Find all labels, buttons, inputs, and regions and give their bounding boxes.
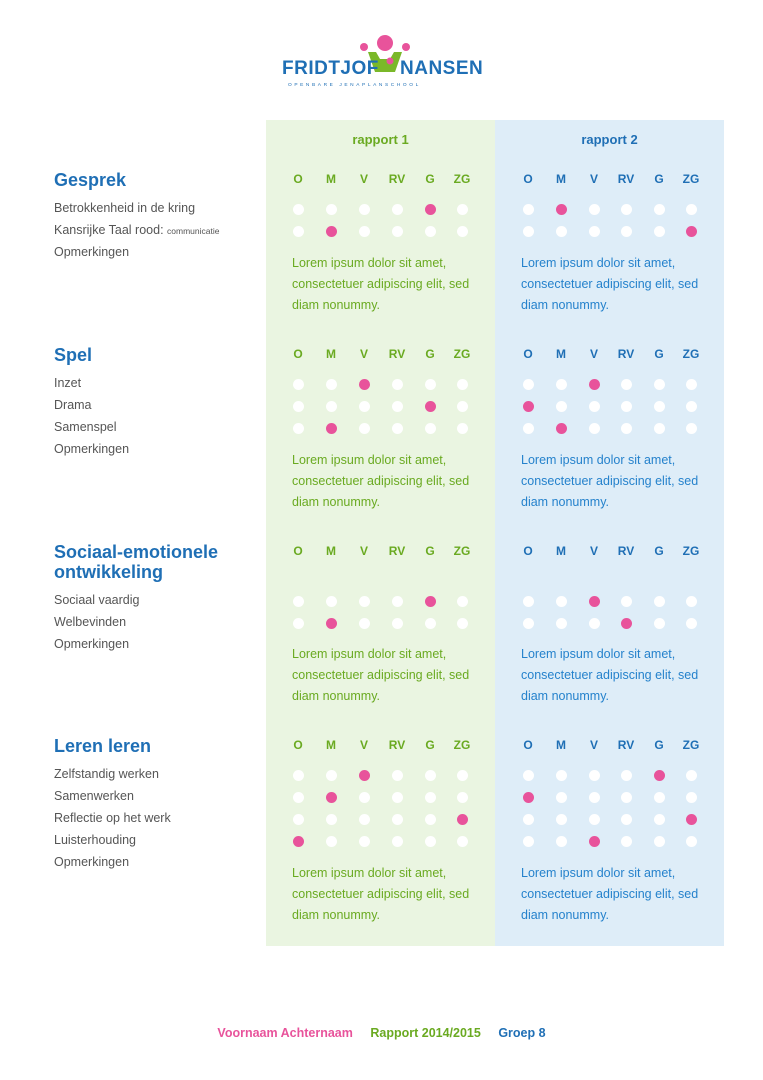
scale-label: G	[654, 544, 664, 558]
item-label-text: Zelfstandig werken	[54, 767, 159, 781]
item-label	[54, 767, 159, 781]
rating-dot	[392, 792, 403, 803]
rating-dot	[621, 401, 632, 412]
rating-dot	[686, 770, 697, 781]
rating-dot	[326, 770, 337, 781]
scale-label: M	[556, 738, 566, 752]
item-label	[54, 376, 81, 390]
rating-dot	[457, 770, 468, 781]
rating-dot	[457, 792, 468, 803]
scale-label: V	[359, 738, 368, 752]
rating-dot	[556, 596, 567, 607]
rating-dot	[556, 618, 567, 629]
rating-dot	[556, 836, 567, 847]
rating-dot-selected	[556, 423, 567, 434]
rating-dot	[523, 423, 534, 434]
rating-dot-selected	[425, 401, 436, 412]
rating-dot	[686, 792, 697, 803]
rating-dot	[293, 379, 304, 390]
item-label-text: Kansrijke Taal rood:	[54, 223, 164, 237]
remarks-label: Opmerkingen	[54, 637, 130, 651]
scale-label: G	[654, 738, 664, 752]
rating-dot	[621, 204, 632, 215]
rating-dot	[359, 226, 370, 237]
item-label	[54, 420, 117, 434]
rating-dot	[589, 423, 600, 434]
rating-dot	[326, 379, 337, 390]
scale-label: ZG	[453, 738, 471, 752]
rating-dot	[457, 618, 468, 629]
rating-dot	[621, 836, 632, 847]
rating-dot	[392, 379, 403, 390]
scale-label: ZG	[453, 544, 471, 558]
rating-dot	[589, 618, 600, 629]
rating-dot	[425, 814, 436, 825]
rating-dot	[654, 423, 665, 434]
rating-dot	[523, 226, 534, 237]
rating-dot-selected	[425, 204, 436, 215]
item-label-text: Luisterhouding	[54, 833, 137, 847]
rating-dot-selected	[326, 423, 337, 434]
scale-label: M	[326, 347, 336, 361]
remark-text-rapport-1: Lorem ipsum dolor sit amet, consectetuer adipiscing elit, sed diam nonummy.	[292, 453, 470, 509]
scale-label: M	[326, 172, 336, 186]
scale-label: V	[359, 347, 368, 361]
rating-dot	[425, 226, 436, 237]
scale-label: O	[523, 172, 533, 186]
rating-dot	[326, 836, 337, 847]
rating-dot	[686, 618, 697, 629]
rating-dot	[523, 770, 534, 781]
rating-dot	[556, 770, 567, 781]
rating-dot	[686, 204, 697, 215]
remarks-label: Opmerkingen	[54, 245, 130, 259]
rating-dot	[686, 423, 697, 434]
footer-report-year: Rapport 2014/2015	[370, 1026, 481, 1040]
rating-dot-selected	[686, 814, 697, 825]
school-logo	[280, 32, 484, 90]
scale-label: RV	[388, 172, 406, 186]
rating-dot	[589, 204, 600, 215]
item-label-text: Samenwerken	[54, 789, 134, 803]
rating-dot	[457, 226, 468, 237]
rating-dot	[654, 204, 665, 215]
rating-dot	[293, 792, 304, 803]
rating-dot	[654, 814, 665, 825]
scale-label: O	[293, 738, 303, 752]
scale-label: V	[359, 172, 368, 186]
scale-label: V	[589, 544, 598, 558]
rating-dot	[293, 226, 304, 237]
rating-dot	[457, 423, 468, 434]
scale-label: V	[589, 347, 598, 361]
rating-dot-selected	[621, 618, 632, 629]
rating-dot	[425, 770, 436, 781]
rating-dot	[621, 423, 632, 434]
scale-label: G	[654, 172, 664, 186]
rating-dot	[523, 596, 534, 607]
rating-dot	[326, 814, 337, 825]
item-label-text: Betrokkenheid in de kring	[54, 201, 196, 215]
rating-dot	[425, 792, 436, 803]
page-footer	[0, 1026, 763, 1040]
rating-dot	[556, 792, 567, 803]
scale-label: O	[523, 738, 533, 752]
remarks-label: Opmerkingen	[54, 442, 130, 456]
rating-dot	[326, 204, 337, 215]
item-label-text: Reflectie op het werk	[54, 811, 171, 825]
rating-dot	[621, 226, 632, 237]
scale-label: O	[293, 544, 303, 558]
rating-dot	[654, 379, 665, 390]
rating-dot	[392, 596, 403, 607]
rating-dot	[392, 814, 403, 825]
scale-label: G	[425, 544, 435, 558]
section-title: Sociaal-emotionele ontwikkeling	[54, 542, 219, 582]
rating-dot	[589, 226, 600, 237]
remark-text-rapport-2: Lorem ipsum dolor sit amet, consectetuer adipiscing elit, sed diam nonummy.	[521, 647, 699, 703]
rating-dot	[556, 379, 567, 390]
rating-dot	[654, 401, 665, 412]
rating-dot	[359, 423, 370, 434]
scale-label: ZG	[682, 347, 700, 361]
scale-label: O	[293, 172, 303, 186]
scale-label: G	[654, 347, 664, 361]
rating-dot	[425, 423, 436, 434]
rating-dot	[359, 596, 370, 607]
rating-dot	[392, 423, 403, 434]
footer-group: Groep 8	[498, 1026, 546, 1040]
rating-dot-selected	[589, 379, 600, 390]
scale-label: ZG	[682, 738, 700, 752]
rating-dot-selected	[589, 836, 600, 847]
scale-label: ZG	[453, 347, 471, 361]
rating-dot	[359, 618, 370, 629]
rating-dot	[293, 618, 304, 629]
remarks-label: Opmerkingen	[54, 855, 130, 869]
rating-dot	[654, 836, 665, 847]
rating-dot-selected	[556, 204, 567, 215]
scale-label: O	[293, 347, 303, 361]
remark-text-rapport-1: Lorem ipsum dolor sit amet, consectetuer adipiscing elit, sed diam nonummy.	[292, 256, 470, 312]
rating-dot	[425, 836, 436, 847]
rating-dot	[359, 204, 370, 215]
rating-dot	[621, 814, 632, 825]
rating-dot	[359, 814, 370, 825]
rating-dot	[556, 401, 567, 412]
rating-dot	[392, 618, 403, 629]
rating-dot	[589, 792, 600, 803]
logo-text-left: FRIDTJOF	[282, 58, 379, 79]
rating-dot	[359, 836, 370, 847]
rating-dot	[293, 814, 304, 825]
scale-label: ZG	[682, 172, 700, 186]
remark-text-rapport-2: Lorem ipsum dolor sit amet, consectetuer adipiscing elit, sed diam nonummy.	[521, 256, 699, 312]
item-label	[54, 223, 219, 237]
footer-student-name: Voornaam Achternaam	[217, 1026, 353, 1040]
rating-dot	[654, 596, 665, 607]
rating-dot	[392, 770, 403, 781]
logo-subtitle: OPENBARE JENAPLANSCHOOL	[288, 83, 421, 88]
rating-dot	[654, 618, 665, 629]
scale-label: M	[556, 347, 566, 361]
rating-dot	[457, 836, 468, 847]
rating-dot-selected	[326, 226, 337, 237]
scale-label: RV	[617, 738, 635, 752]
scale-label: V	[589, 738, 598, 752]
remark-text-rapport-1: Lorem ipsum dolor sit amet, consectetuer adipiscing elit, sed diam nonummy.	[292, 866, 470, 922]
scale-label: O	[523, 347, 533, 361]
scale-label: O	[523, 544, 533, 558]
rating-dot	[293, 401, 304, 412]
rating-dot-selected	[359, 379, 370, 390]
item-label	[54, 811, 171, 825]
rating-dot	[556, 814, 567, 825]
item-label	[54, 833, 136, 847]
rating-dot	[589, 814, 600, 825]
rating-dot	[523, 204, 534, 215]
rating-dot	[523, 379, 534, 390]
rating-dot	[686, 596, 697, 607]
rating-dot-selected	[293, 836, 304, 847]
rating-dot	[457, 379, 468, 390]
scale-label: G	[425, 738, 435, 752]
rating-dot	[293, 770, 304, 781]
logo-text-right: NANSEN	[400, 58, 484, 79]
item-label-text: Welbevinden	[54, 615, 127, 629]
scale-label: V	[589, 172, 598, 186]
scale-label: RV	[617, 172, 635, 186]
rating-dot	[326, 401, 337, 412]
rating-dot	[589, 770, 600, 781]
column-header-rapport-1: rapport 1	[352, 132, 409, 147]
rating-dot	[621, 792, 632, 803]
rating-dot	[556, 226, 567, 237]
rating-dot-selected	[457, 814, 468, 825]
scale-label: RV	[388, 544, 406, 558]
rating-dot-selected	[425, 596, 436, 607]
rating-dot	[392, 836, 403, 847]
rating-dot	[359, 792, 370, 803]
scale-label: ZG	[682, 544, 700, 558]
rating-dot-selected	[523, 792, 534, 803]
rating-dot	[523, 618, 534, 629]
scale-label: M	[556, 172, 566, 186]
item-label-text: Sociaal vaardig	[54, 593, 140, 607]
remark-text-rapport-1: Lorem ipsum dolor sit amet, consectetuer adipiscing elit, sed diam nonummy.	[292, 647, 470, 703]
rating-dot	[359, 401, 370, 412]
rating-dot	[523, 814, 534, 825]
item-label-text: Drama	[54, 398, 92, 412]
rating-dot	[293, 423, 304, 434]
rating-dot	[293, 596, 304, 607]
rating-dot	[293, 204, 304, 215]
scale-label: M	[326, 544, 336, 558]
item-label-text: Inzet	[54, 376, 82, 390]
scale-label: G	[425, 172, 435, 186]
rating-dot	[457, 401, 468, 412]
rating-dot	[425, 379, 436, 390]
rating-dot	[686, 401, 697, 412]
section-title: Leren leren	[54, 736, 152, 756]
rating-dot-selected	[654, 770, 665, 781]
scale-label: RV	[388, 347, 406, 361]
scale-label: ZG	[453, 172, 471, 186]
item-label-text: Samenspel	[54, 420, 117, 434]
scale-label: V	[359, 544, 368, 558]
item-label-note: communicatie	[167, 226, 220, 236]
rating-dot	[654, 792, 665, 803]
rating-dot-selected	[326, 618, 337, 629]
item-label	[54, 201, 195, 215]
item-label	[54, 789, 134, 803]
rating-dot	[457, 204, 468, 215]
rating-dot	[392, 204, 403, 215]
rating-dot	[654, 226, 665, 237]
section-title: Gesprek	[54, 170, 127, 190]
rating-dot	[457, 596, 468, 607]
rating-dot-selected	[359, 770, 370, 781]
rating-dot	[392, 226, 403, 237]
rating-dot-selected	[523, 401, 534, 412]
item-label	[54, 615, 126, 629]
scale-label: G	[425, 347, 435, 361]
rating-dot	[589, 401, 600, 412]
section-title: Spel	[54, 345, 93, 365]
column-header-rapport-2: rapport 2	[581, 132, 638, 147]
rating-dot	[392, 401, 403, 412]
rating-dot	[425, 618, 436, 629]
item-label	[54, 398, 92, 412]
remark-text-rapport-2: Lorem ipsum dolor sit amet, consectetuer adipiscing elit, sed diam nonummy.	[521, 866, 699, 922]
rating-dot-selected	[589, 596, 600, 607]
scale-label: RV	[388, 738, 406, 752]
rating-dot	[686, 379, 697, 390]
rating-dot	[621, 379, 632, 390]
rating-dot	[621, 596, 632, 607]
scale-label: M	[326, 738, 336, 752]
rating-dot	[523, 836, 534, 847]
rating-dot-selected	[326, 792, 337, 803]
rating-dot	[621, 770, 632, 781]
scale-label: M	[556, 544, 566, 558]
rating-dot	[686, 836, 697, 847]
item-label	[54, 593, 139, 607]
remark-text-rapport-2: Lorem ipsum dolor sit amet, consectetuer adipiscing elit, sed diam nonummy.	[521, 453, 699, 509]
rating-dot	[326, 596, 337, 607]
scale-label: RV	[617, 347, 635, 361]
scale-label: RV	[617, 544, 635, 558]
rating-dot-selected	[686, 226, 697, 237]
